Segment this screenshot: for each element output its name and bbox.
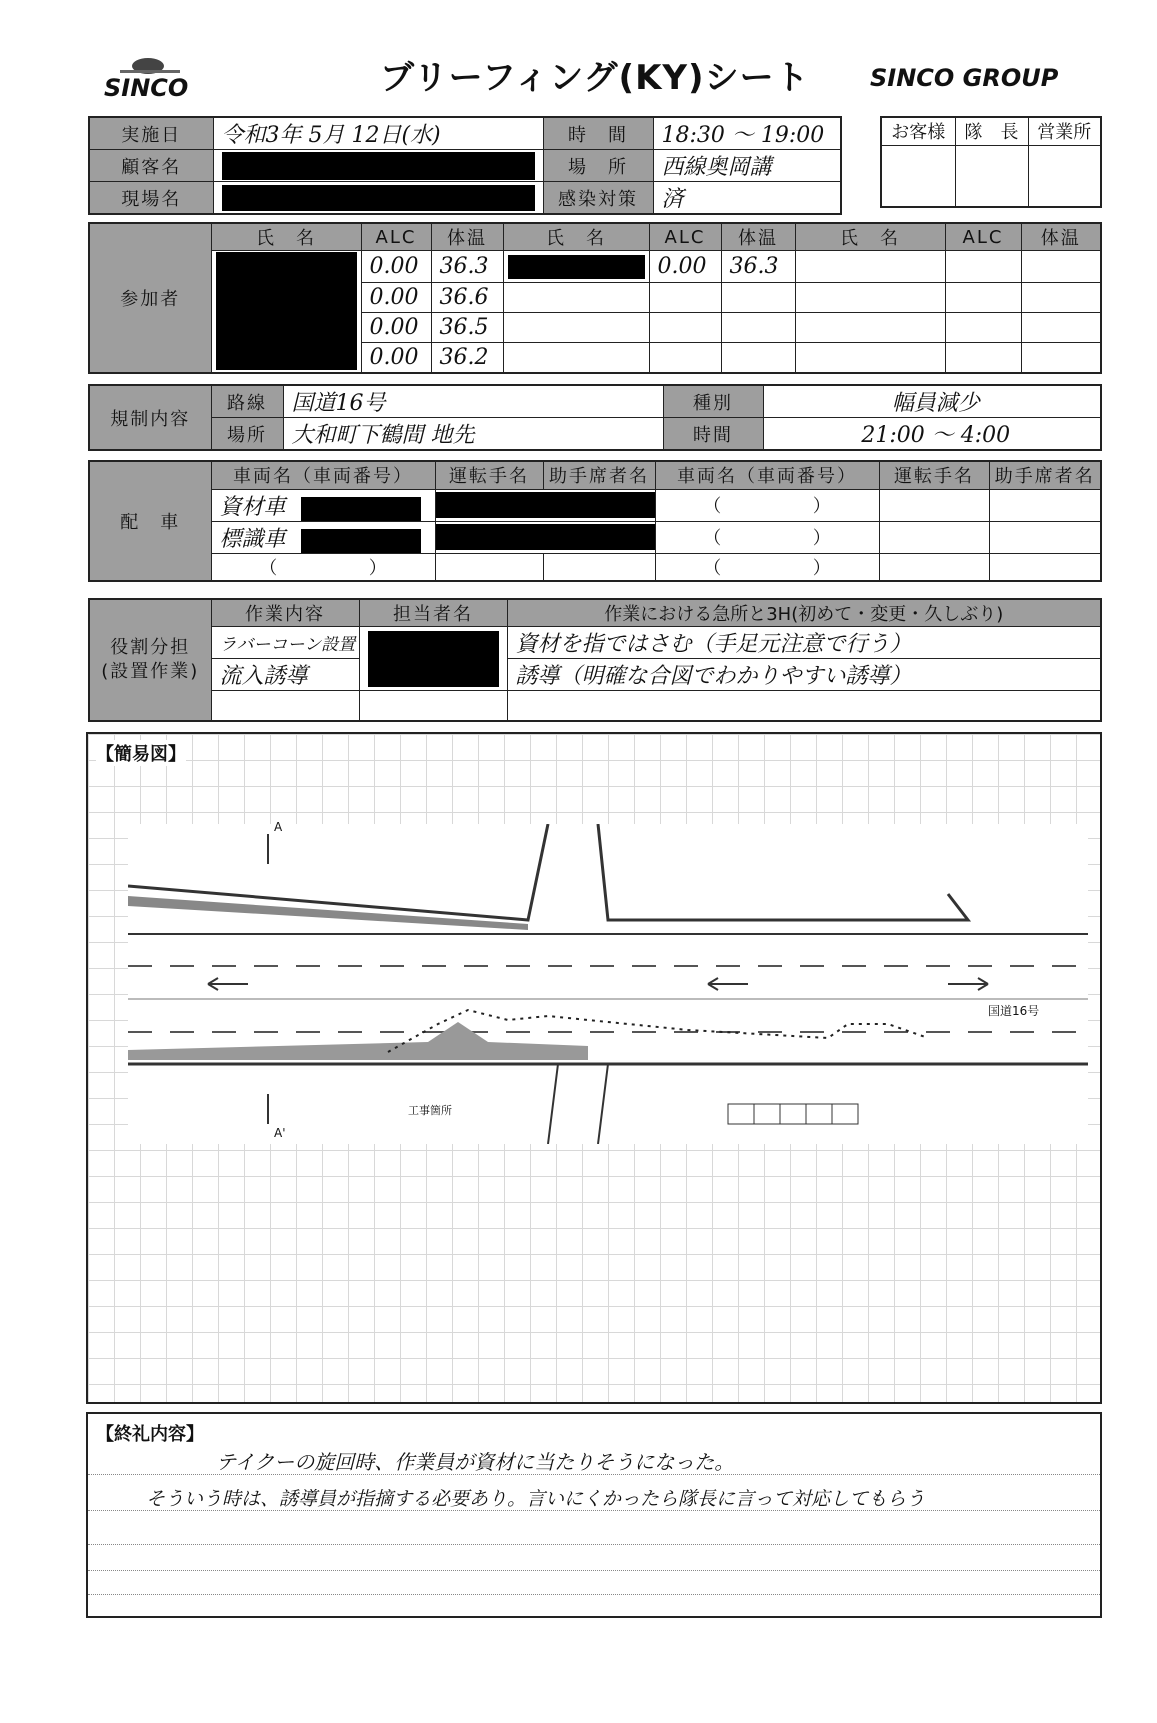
task-1: ラバーコーン設置 (211, 627, 359, 659)
road-diagram (128, 824, 1088, 1144)
closing-line-2: そういう時は、誘導員が指摘する必要あり。言いにくかったら隊長に言って対応してもらう (146, 1488, 926, 1510)
regulation-label: 規制内容 (89, 385, 211, 450)
sign-customer-box (881, 145, 955, 207)
col-name-3: 氏 名 (795, 223, 945, 251)
temp-4: 36.2 (431, 343, 503, 373)
regulation-table (88, 384, 1102, 451)
paren-open-3: （ (259, 557, 278, 579)
paren-close-3: ） (368, 557, 387, 579)
col-name-2: 氏 名 (503, 223, 649, 251)
col-name-1: 氏 名 (211, 223, 361, 251)
info-table (88, 116, 842, 215)
vehicle-row-5 (655, 521, 879, 553)
vehicle-row-4 (655, 489, 879, 521)
alc-2: 0.00 (361, 283, 431, 313)
closing-line-1: テイクーの旋回時、作業員が資材に当たりそうになった。 (216, 1450, 735, 1474)
person-redacted (359, 627, 507, 691)
paren-close-4: ） (812, 496, 831, 517)
col-assistant-1: 助手席者名 (543, 461, 655, 489)
customer-value (213, 150, 543, 182)
col-points: 作業における急所と3H(初めて・変更・久しぶり) (507, 599, 1101, 627)
participant-names-redacted (211, 251, 361, 373)
vehicle-row-6 (655, 553, 879, 581)
roles-label: 役割分担 (110, 636, 191, 658)
sinco-logo-left (100, 52, 210, 102)
temp-5: 36.3 (721, 251, 795, 283)
closing-title: 【終礼内容】 (96, 1424, 204, 1445)
participants-label: 参加者 (89, 223, 211, 373)
roles-table (88, 598, 1102, 722)
point-1: 資材を指ではさむ（手足元注意で行う） (507, 627, 1101, 659)
alc-1: 0.00 (361, 251, 431, 283)
vehicle-row-1 (211, 489, 435, 521)
col-person: 担当者名 (359, 599, 507, 627)
col-temp-2: 体温 (721, 223, 795, 251)
alc-5: 0.00 (649, 251, 721, 283)
sinco-group-logo: SINCO GROUP (870, 64, 1059, 92)
reg-time-label: 時間 (663, 418, 763, 451)
section-a-label: A (274, 820, 283, 834)
col-alc-2: ALC (649, 223, 721, 251)
col-vehicle-1: 車両名（車両番号） (211, 461, 435, 489)
paren-open-4: （ (703, 496, 722, 517)
route-label-sketch: 国道16号 (988, 1004, 1040, 1018)
col-task: 作業内容 (211, 599, 359, 627)
customer-label: 顧客名 (89, 150, 213, 182)
vehicle-row-3 (211, 553, 435, 581)
place-value: 西線奥岡講 (653, 150, 841, 182)
vehicle-name-1: 資材車 (219, 494, 286, 520)
sign-customer: お客様 (881, 117, 955, 145)
sign-table (880, 116, 1102, 208)
reg-time-value: 21:00 〜 4:00 (763, 418, 1101, 451)
sketch-title: 【簡易図】 (96, 740, 186, 766)
temp-3: 36.5 (431, 313, 503, 343)
paren-close-5: ） (812, 528, 831, 549)
paren-close-6: ） (812, 557, 831, 579)
col-temp-3: 体温 (1021, 223, 1101, 251)
time-value: 18:30 〜 19:00 (653, 117, 841, 150)
route-value: 国道16号 (283, 385, 663, 418)
site-label: 現場名 (89, 182, 213, 215)
section-a2-label: A' (274, 1126, 286, 1140)
col-driver-2: 運転手名 (879, 461, 989, 489)
site-value (213, 182, 543, 215)
col-assistant-2: 助手席者名 (989, 461, 1101, 489)
dispatch-label: 配 車 (89, 461, 211, 581)
location-label: 場所 (211, 418, 283, 451)
time-label: 時 間 (543, 117, 653, 150)
col-vehicle-2: 車両名（車両番号） (655, 461, 879, 489)
participant-name-redacted-2 (503, 251, 649, 283)
infection-value: 済 (653, 182, 841, 215)
col-alc-3: ALC (945, 223, 1021, 251)
sketch-area (86, 732, 1102, 1404)
sign-office: 営業所 (1028, 117, 1101, 145)
participants-table (88, 222, 1102, 374)
sign-office-box (1028, 145, 1101, 207)
date-label: 実施日 (89, 117, 213, 150)
route-label: 路線 (211, 385, 283, 418)
page-title: ブリーフィング(KY)シート (380, 58, 810, 98)
logo-left-text: SINCO (104, 74, 189, 102)
type-value: 幅員減少 (763, 385, 1101, 418)
col-temp-1: 体温 (431, 223, 503, 251)
closing-area (86, 1412, 1102, 1618)
work-area-label: 工事箇所 (408, 1104, 452, 1117)
type-label: 種別 (663, 385, 763, 418)
temp-1: 36.3 (431, 251, 503, 283)
infection-label: 感染対策 (543, 182, 653, 215)
point-2: 誘導（明確な合図でわかりやすい誘導） (507, 659, 1101, 691)
col-driver-1: 運転手名 (435, 461, 543, 489)
temp-2: 36.6 (431, 283, 503, 313)
dispatch-table (88, 460, 1102, 582)
vehicle-crew-redacted-1 (435, 489, 655, 521)
task-2: 流入誘導 (211, 659, 359, 691)
place-label: 場 所 (543, 150, 653, 182)
location-value: 大和町下鶴間 地先 (283, 418, 663, 451)
paren-open-5: （ (703, 528, 722, 549)
date-value: 令和3年 5月 12日(水) (213, 117, 543, 150)
alc-3: 0.00 (361, 313, 431, 343)
col-alc-1: ALC (361, 223, 431, 251)
vehicle-crew-redacted-2 (435, 521, 655, 553)
roles-label-cell (89, 599, 211, 721)
sign-leader-box (955, 145, 1028, 207)
alc-4: 0.00 (361, 343, 431, 373)
roles-sublabel: (設置作業) (101, 660, 200, 682)
vehicle-row-2 (211, 521, 435, 553)
paren-open-6: （ (703, 557, 722, 579)
vehicle-name-2: 標識車 (219, 526, 286, 552)
sign-leader: 隊 長 (955, 117, 1028, 145)
